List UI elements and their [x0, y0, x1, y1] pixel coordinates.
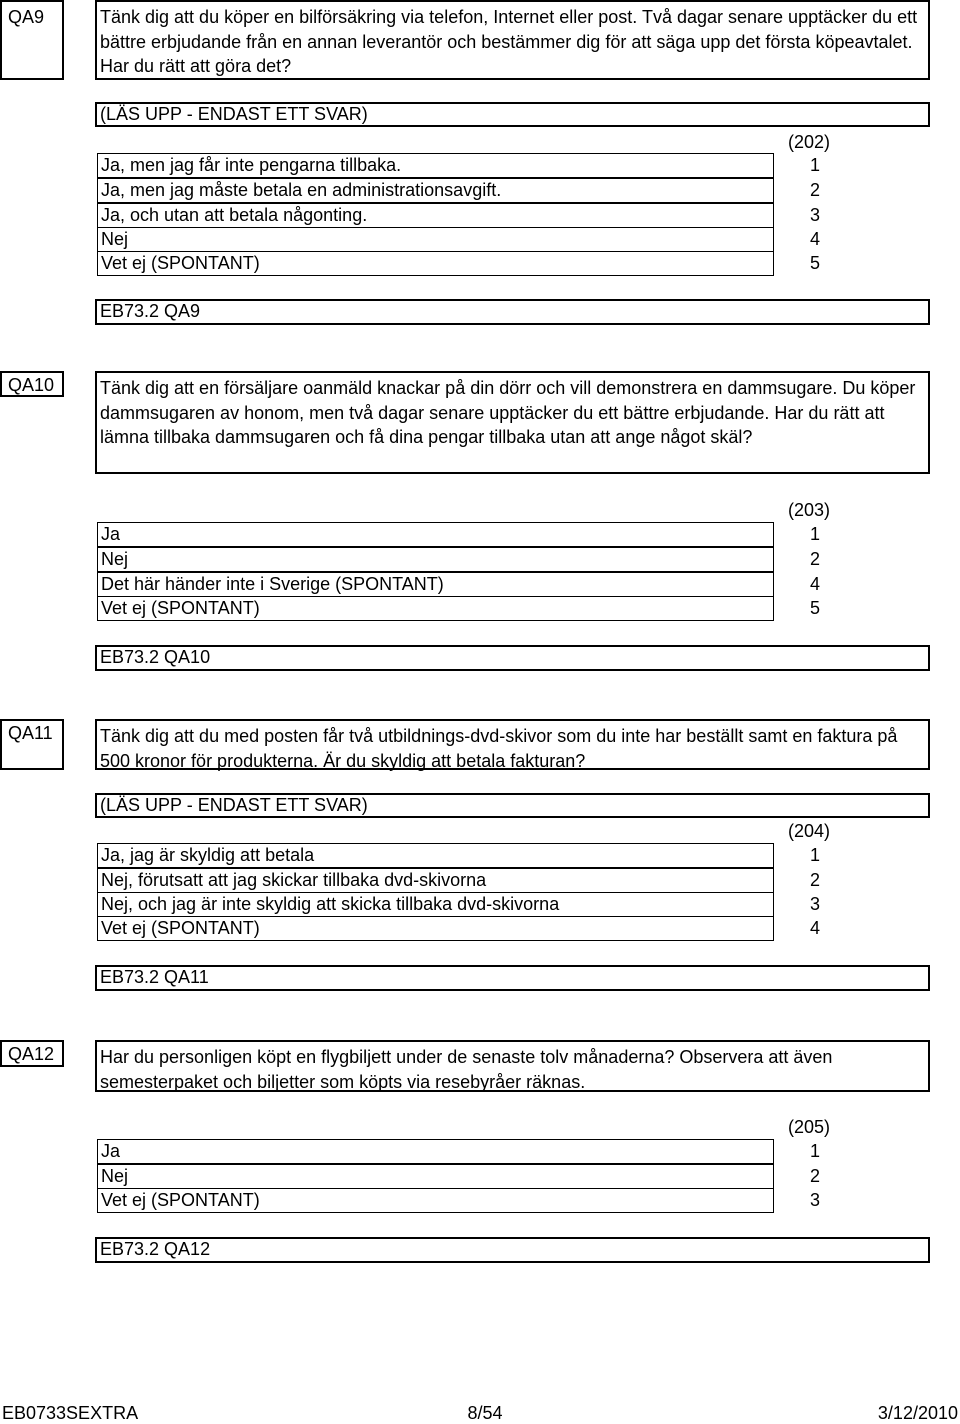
instruction-box: [95, 793, 930, 818]
answer-code: 1: [809, 845, 820, 865]
answer-option[interactable]: Nej, förutsatt att jag skickar tillbaka dvd-skivorna: [97, 868, 774, 893]
answer-option[interactable]: Ja: [97, 1139, 774, 1164]
question-id: QA12: [8, 1044, 55, 1064]
question-text: Tänk dig att du köper en bilförsäkring via telefon, Internet eller post. Två dagar senare upptäcker du ett bättre erbjudande från en annan leverantör och bestämmer dig för att säga upp det första köpeavtalet. Har du rätt att göra det?: [100, 7, 918, 76]
instruction-box: [95, 102, 930, 127]
answer-code: 3: [809, 894, 820, 914]
variable-number: (203): [787, 500, 830, 520]
reference-box: [95, 645, 930, 671]
answer-option[interactable]: Nej: [97, 227, 774, 252]
reference-box: [95, 965, 930, 991]
answer-option[interactable]: Nej: [97, 547, 774, 572]
answer-option[interactable]: Ja, och utan att betala någonting.: [97, 203, 774, 228]
footer-date: 3/12/2010: [877, 1403, 958, 1423]
answer-option[interactable]: Vet ej (SPONTANT): [97, 251, 774, 276]
answer-code: 2: [809, 1166, 820, 1186]
instruction-text: (LÄS UPP - ENDAST ETT SVAR): [100, 795, 368, 815]
reference-code: EB73.2 QA9: [100, 301, 201, 321]
answer-code: 2: [809, 870, 820, 890]
answer-code: 3: [809, 1190, 820, 1210]
question-id-box: [0, 1040, 64, 1067]
answer-code: 1: [809, 1141, 820, 1161]
answer-code: 4: [809, 574, 820, 594]
reference-code: EB73.2 QA12: [100, 1239, 211, 1259]
reference-box: [95, 299, 930, 325]
answer-option[interactable]: Ja, men jag måste betala en administrationsavgift.: [97, 178, 774, 203]
question-text: Har du personligen köpt en flygbiljett under de senaste tolv månaderna? Observera att även semesterpaket och biljetter som köpts via resebyråer räknas.: [100, 1047, 833, 1092]
answer-option[interactable]: Nej: [97, 1164, 774, 1189]
reference-code: EB73.2 QA10: [100, 647, 211, 667]
question-id-box: [0, 0, 64, 80]
answer-code: 1: [809, 524, 820, 544]
reference-box: [95, 1237, 930, 1263]
instruction-text: (LÄS UPP - ENDAST ETT SVAR): [100, 104, 368, 124]
answer-option[interactable]: Ja: [97, 522, 774, 547]
answer-option[interactable]: Vet ej (SPONTANT): [97, 596, 774, 621]
question-text-box: [95, 0, 930, 80]
question-text: Tänk dig att du med posten får två utbildnings-dvd-skivor som du inte har beställt samt en faktura på 500 kronor för produkterna. Är du skyldig att betala fakturan?: [100, 726, 898, 771]
question-id-box: [0, 371, 64, 397]
answer-option[interactable]: Nej, och jag är inte skyldig att skicka tillbaka dvd-skivorna: [97, 892, 774, 917]
question-text-box: [95, 1040, 930, 1092]
footer-doc-id: EB0733SEXTRA: [2, 1403, 139, 1423]
variable-number: (202): [787, 132, 830, 152]
variable-number: (205): [787, 1117, 830, 1137]
answer-option[interactable]: Vet ej (SPONTANT): [97, 916, 774, 941]
answer-code: 3: [809, 205, 820, 225]
answer-option[interactable]: Ja, jag är skyldig att betala: [97, 843, 774, 868]
reference-code: EB73.2 QA11: [100, 967, 209, 987]
variable-number: (204): [787, 821, 830, 841]
question-text-box: [95, 719, 930, 770]
footer-page-number: 8/54: [467, 1403, 503, 1423]
answer-option[interactable]: Ja, men jag får inte pengarna tillbaka.: [97, 153, 774, 178]
answer-code: 4: [809, 918, 820, 938]
answer-code: 5: [809, 253, 820, 273]
answer-option[interactable]: Det här händer inte i Sverige (SPONTANT): [97, 572, 774, 597]
answer-code: 1: [809, 155, 820, 175]
answer-option[interactable]: Vet ej (SPONTANT): [97, 1188, 774, 1213]
question-id: QA11: [8, 723, 53, 743]
question-id: QA10: [8, 375, 55, 395]
answer-code: 4: [809, 229, 820, 249]
answer-code: 2: [809, 180, 820, 200]
question-text-box: [95, 371, 930, 474]
answer-code: 2: [809, 549, 820, 569]
answer-code: 5: [809, 598, 820, 618]
question-id-box: [0, 719, 64, 770]
question-id: QA9: [8, 7, 45, 27]
question-text: Tänk dig att en försäljare oanmäld knackar på din dörr och vill demonstrera en dammsugare. Du köper dammsugaren av honom, men två dagar senare upptäcker du ett bättre erbjudande. Har du rätt att lämna tillbaka dammsugaren och få dina pengar tillbaka utan att ange något skäl?: [100, 378, 916, 447]
